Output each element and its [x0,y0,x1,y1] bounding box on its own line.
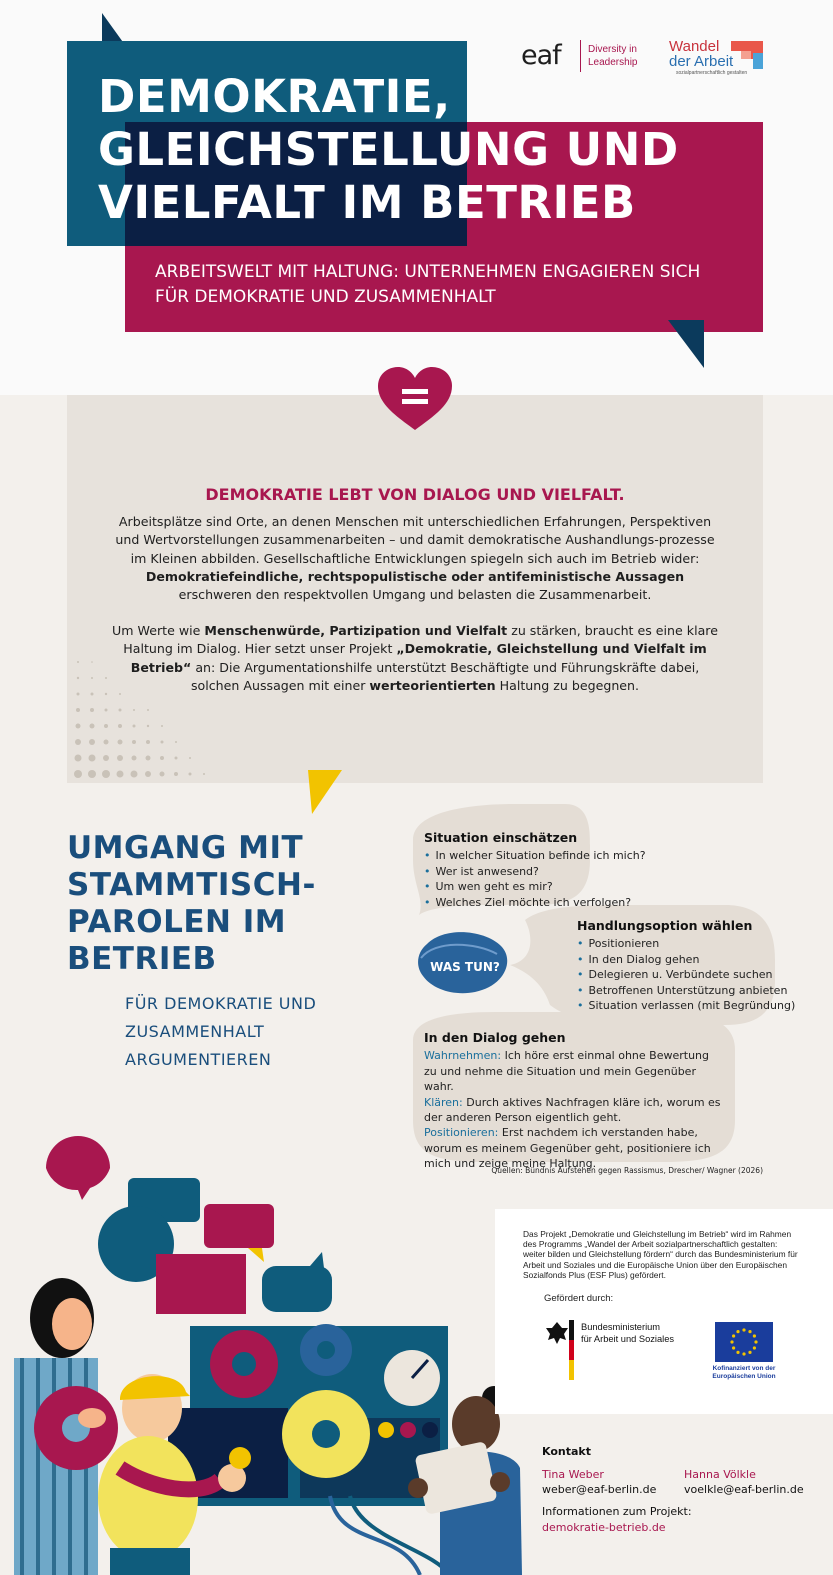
eu-flag-icon [715,1322,773,1362]
list-item: • In welcher Situation befinde ich mich? [424,848,664,864]
list-item: • Positionieren [577,936,827,952]
list-item: • Delegieren u. Verbündete suchen [577,967,827,983]
contact-name-2: Hanna Völkle [684,1468,756,1481]
dialog-heading: In den Dialog gehen [424,1030,566,1045]
wandel-squares-icon [731,41,763,69]
yellow-triangle-accent [306,768,344,818]
intro-paragraph-1 [110,513,720,604]
situation-box [424,830,664,910]
intro-p2-bold-value-oriented: werteorientierten [369,677,496,693]
eaf-logo: eaf [521,40,561,71]
intro-p2-text-e: an: Die Argumentationshilfe unterstützt Beschäftigte und Führungskräfte dabei, solchen Aussagen mit einer [190,659,700,693]
diversity-in-leadership-logo [588,43,658,69]
list-item: • Wer ist anwesend? [424,864,664,880]
dialog-keyword: Positionieren: [424,1126,499,1140]
options-list [577,936,827,1014]
logo-wandel-sub: sozialpartnerschaftlich gestalten [676,70,748,76]
contact-heading: Kontakt [542,1445,591,1458]
contact-email-1[interactable]: weber@eaf-berlin.de [542,1483,657,1496]
heart-equals-icon [376,366,454,432]
list-item: • Betroffenen Unterstützung anbieten [577,983,827,999]
logo-wandel-line1: Wandel [669,38,720,55]
dialog-text: Durch aktives Nachfragen kläre ich, worum es der anderen Person eigentlich geht. [424,1095,721,1125]
eu-caption-line2: Europäischen Union [712,1373,776,1380]
dialog-keyword: Klären: [424,1095,463,1109]
dialog-text: Ich höre erst einmal ohne Bewertung zu und nehme die Situation und mein Gegenüber wahr. [424,1049,710,1094]
german-flag-stripe [569,1320,575,1382]
bmas-line1: Bundesministerium [581,1322,661,1332]
dialog-keyword: Wahrnehmen: [424,1049,502,1063]
intro-paragraph-2 [110,622,720,695]
project-url-link[interactable]: demokratie-betrieb.de [542,1521,666,1534]
intro-heading: DEMOKRATIE LEBT VON DIALOG UND VIELFALT. [205,485,625,504]
section-title: UMGANG MIT STAMMTISCH-PAROLEN IM BETRIEB [67,830,316,977]
intro-p2-text-g: Haltung zu begegnen. [495,677,640,693]
list-item: • Um wen geht es mir? [424,879,664,895]
people-with-gears-illustration [0,1128,525,1575]
options-box [577,918,827,1014]
section-subtitle: FÜR DEMOKRATIE UND ZUSAMMENHALT ARGUMENTIEREN [125,994,317,1069]
intro-p1-text-a: Arbeitsplätze sind Orte, an denen Menschen mit unterschiedlichen Erfahrungen, Perspektiven und Wertvorstellungen zusammenarbeiten – und damit demokratische Aushandlungs-prozesse im Kleinen abbilden. Gesellschaftliche Entwicklungen spiegeln sich auch im Betrieb wider: [115,514,715,566]
dialog-step-clarify [424,1095,724,1126]
project-info-label: Informationen zum Projekt: [542,1505,692,1518]
logo-wandel-line2: der Arbeit [669,53,734,70]
page-title: DEMOKRATIE, GLEICHSTELLUNG UND VIELFALT IM BETRIEB [98,70,679,229]
wandel-der-arbeit-logo [669,39,733,69]
situation-heading: Situation einschätzen [424,830,578,845]
intro-p1-text-c: erschweren den respektvollen Umgang und belasten die Zusammenarbeit. [178,587,652,603]
funded-by-label: Gefördert durch: [544,1293,614,1304]
bmas-eagle-logo-icon [544,1320,570,1382]
intro-p2-text-c: zu stärken, braucht es eine klare Haltung im Dialog. Hier setzt unser Projekt [123,623,718,657]
eu-caption [706,1365,782,1381]
funding-text: Das Projekt „Demokratie und Gleichstellung im Betrieb“ wird im Rahmen des Programms „Wandel der Arbeit sozialpartnerschaftlich gestalten: weiter bilden und Gleichstellung fördern“ durch das Bundesministerium für Arbeit und Soziales und die Europäische Union über den Europäischen Sozialfonds Plus (ESF Plus) gefördert. [523,1229,798,1280]
logo-dil-line2: Leadership [588,57,638,68]
was-tun-label: WAS TUN? [430,960,500,974]
logo-divider [580,40,581,72]
navy-triangle-accent [668,320,706,370]
situation-list [424,848,664,910]
eu-caption-line1: Kofinanziert von der [712,1365,776,1372]
intro-p1-bold: Demokratiefeindliche, rechtspopulistische oder antifeministische Aussagen [145,568,685,584]
bmas-logo-text [581,1322,691,1345]
options-heading: Handlungsoption wählen [577,918,753,933]
sources-note: Quellen: Bündnis Aufstehen gegen Rassismus, Drescher/ Wagner (2026) [491,1166,763,1175]
bmas-line2: für Arbeit und Soziales [581,1333,675,1344]
contact-email-2[interactable]: voelkle@eaf-berlin.de [684,1483,804,1496]
list-item: • In den Dialog gehen [577,952,827,968]
intro-p2-text-a: Um Werte wie [112,623,205,638]
page-subtitle: ARBEITSWELT MIT HALTUNG: UNTERNEHMEN ENGAGIEREN SICH FÜR DEMOKRATIE UND ZUSAMMENHALT [155,262,701,307]
dialog-step-perceive [424,1048,724,1094]
intro-p2-bold-values: Menschenwürde, Partizipation und Vielfalt [204,623,508,638]
list-item: • Welches Ziel möchte ich verfolgen? [424,895,664,911]
logo-dil-line1: Diversity in [588,44,637,55]
list-item: • Situation verlassen (mit Begründung) [577,998,827,1014]
dialog-text: Erst nachdem ich verstanden habe, worum es meinem Gegenüber geht, positioniere ich mich und zeige meine Haltung. [424,1126,711,1171]
intro-p2-bold-project: „Demokratie, Gleichstellung und Vielfalt im Betrieb“ [130,641,707,675]
contact-name-1: Tina Weber [542,1468,604,1481]
